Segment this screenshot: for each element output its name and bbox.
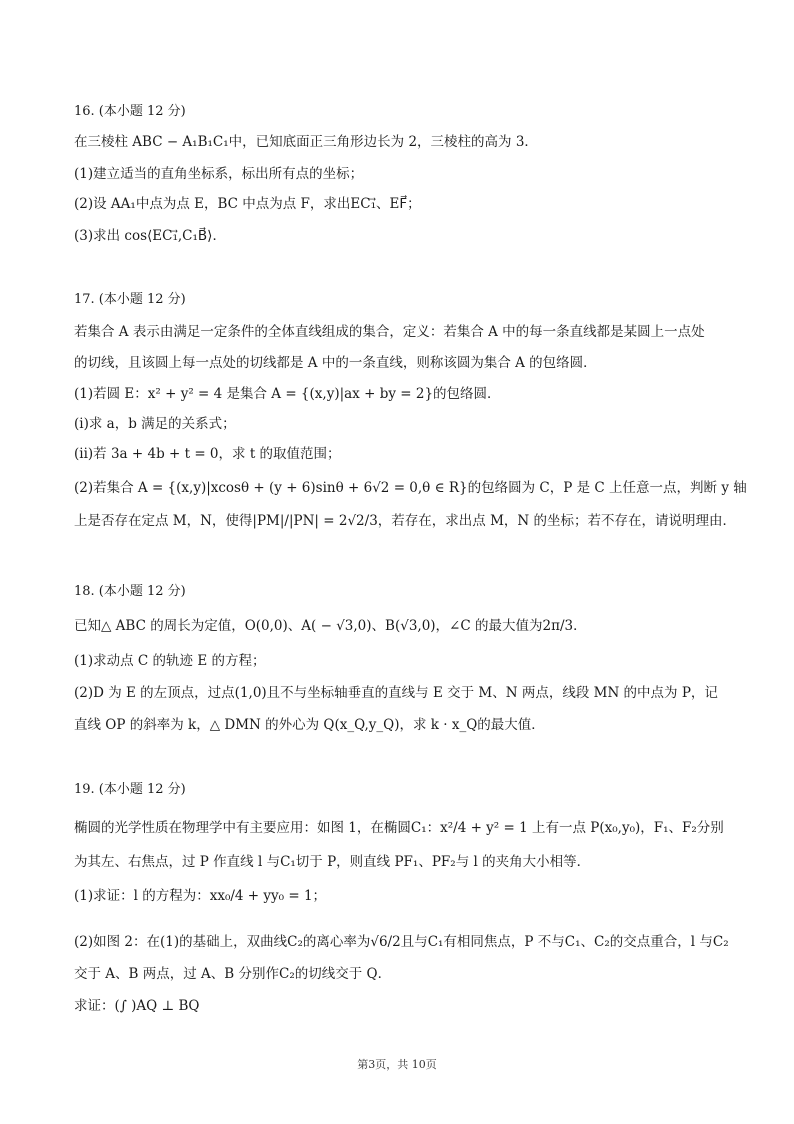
q17-line-4: (i)求 a，b 满足的关系式； (74, 416, 236, 432)
q19-line-4: (2)如图 2：在(1)的基础上，双曲线C₂的离心率为√6/2且与C₁有相同焦点，P 不与C₁、C₂的交点重合，l 与C₂ (74, 934, 729, 950)
q19-line-3: (1)求证：l 的方程为：xx₀/4 + yy₀ = 1； (74, 888, 327, 904)
q19-line-5: 交于 A、B 两点，过 A、B 分别作C₂的切线交于 Q． (74, 966, 392, 982)
q19-line-2: 为其左、右焦点，过 P 作直线 l 与C₁切于 P，则直线 PF₁、PF₂与 l 的夹角大小相等． (74, 854, 591, 870)
page-footer: 第3页，共 10页 (357, 1058, 437, 1071)
q19-line-1: 椭圆的光学性质在物理学中有主要应用：如图 1，在椭圆C₁：x²/4 + y² = 1 上有一点 P(x₀,y₀)，F₁、F₂分别 (74, 820, 724, 836)
q17-line-7: 上是否存在定点 M，N，使得|PM|/|PN| = 2√2/3，若存在，求出点 M，N 的坐标；若不存在，请说明理由． (74, 513, 736, 529)
q16-line-4: (3)求出 cos⟨EC₁⃗,C₁B⃗⟩． (74, 228, 226, 244)
q18-line-3: (2)D 为 E 的左顶点，过点(1,0)且不与坐标轴垂直的直线与 E 交于 M、N 两点，线段 MN 的中点为 P，记 (74, 685, 718, 701)
q18-line-1: 已知△ ABC 的周长为定值，O(0,0)、A( − √3,0)、B(√3,0)，∠C 的最大值为2π/3． (74, 618, 587, 634)
q16-header: 16. (本小题 12 分) (74, 104, 186, 119)
q18-line-2: (1)求动点 C 的轨迹 E 的方程； (74, 653, 266, 669)
q17-header: 17. (本小题 12 分) (74, 292, 186, 307)
q16-line-2: (1)建立适当的直角坐标系，标出所有点的坐标； (74, 166, 364, 182)
q17-line-5: (ii)若 3a + 4b + t = 0，求 t 的取值范围； (74, 446, 341, 462)
q16-line-3: (2)设 AA₁中点为点 E，BC 中点为点 F，求出EC₁⃗、EF⃗； (74, 196, 421, 212)
q19-line-6: 求证：(∫ )AQ ⊥ BQ (74, 998, 200, 1014)
q16-line-1: 在三棱柱 ABC − A₁B₁C₁中，已知底面正三角形边长为 2，三棱柱的高为 3． (74, 134, 538, 150)
q18-line-4: 直线 OP 的斜率为 k，△ DMN 的外心为 Q(x_Q,y_Q)，求 k · x_Q的最大值． (74, 717, 545, 733)
q17-line-6: (2)若集合 A = {(x,y)|xcosθ + (y + 6)sinθ + 6√2 = 0,θ ∈ R}的包络圆为 C，P 是 C 上任意一点，判断 y 轴 (74, 480, 747, 496)
q17-line-2: 的切线，且该圆上每一点处的切线都是 A 中的一条直线，则称该圆为集合 A 的包络圆． (74, 355, 597, 371)
q17-line-1: 若集合 A 表示由满足一定条件的全体直线组成的集合，定义：若集合 A 中的每一条直线都是某圆上一点处 (74, 324, 705, 340)
q18-header: 18. (本小题 12 分) (74, 584, 186, 599)
q17-line-3: (1)若圆 E：x² + y² = 4 是集合 A = {(x,y)|ax + by = 2}的包络圆． (74, 386, 501, 402)
q19-header: 19. (本小题 12 分) (74, 782, 186, 797)
